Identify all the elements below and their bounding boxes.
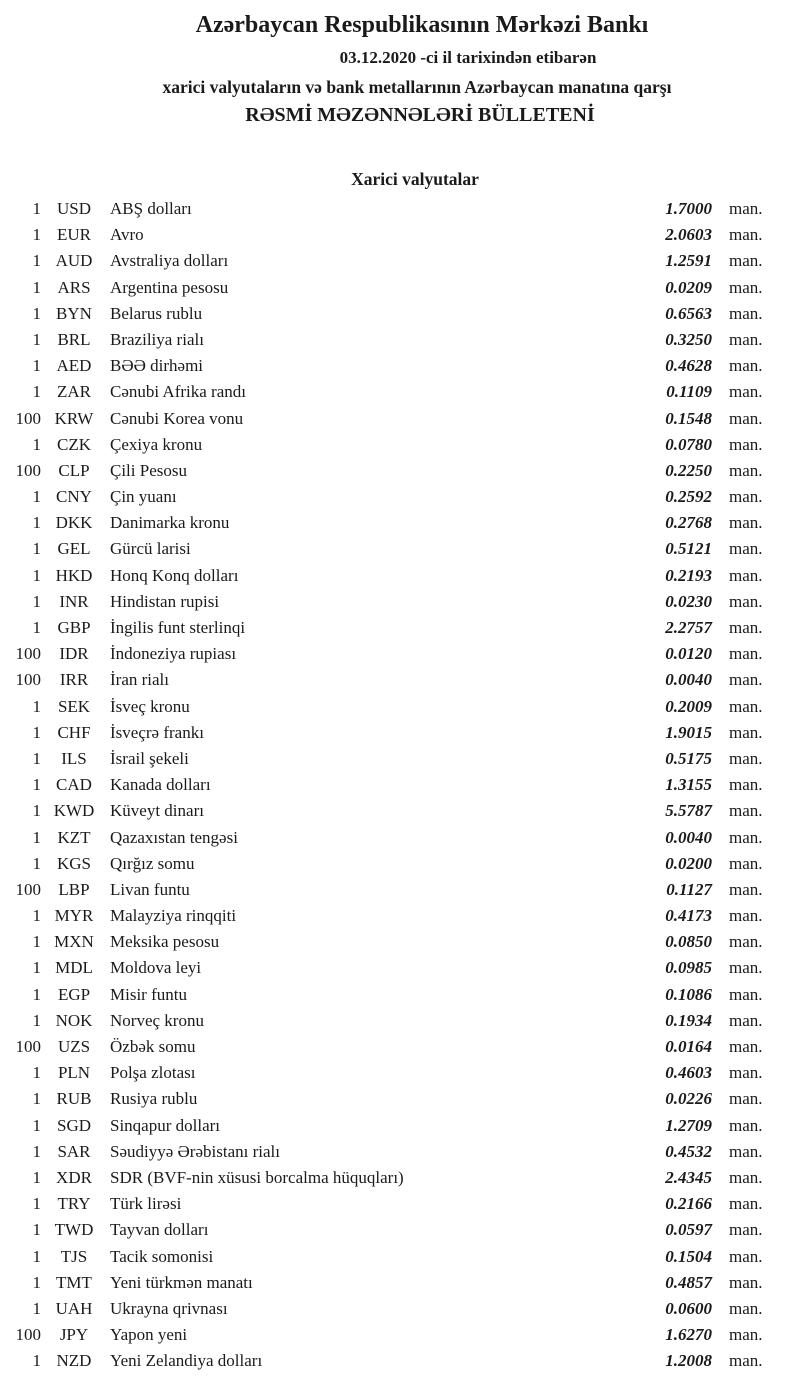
rate-value: 0.1934	[665, 1010, 712, 1030]
rate-value: 2.0603	[665, 225, 712, 245]
unit-label: man.	[729, 932, 763, 952]
unit-label: man.	[729, 277, 763, 297]
unit-label: man.	[729, 225, 763, 245]
currency-name: Çexiya kronu	[110, 434, 203, 454]
page-title: Azərbaycan Respublikasının Mərkəzi Bankı	[195, 12, 649, 38]
rate-value: 0.0850	[665, 932, 712, 952]
rate-value: 0.0597	[665, 1220, 712, 1240]
currency-name: Hindistan rupisi	[110, 591, 220, 611]
rate-value: 1.3155	[665, 775, 712, 795]
quantity-value: 1	[32, 1063, 41, 1083]
unit-label: man.	[729, 408, 763, 428]
table-row	[0, 1191, 800, 1217]
rate-value: 2.2757	[665, 618, 712, 637]
table-row	[0, 798, 800, 824]
table-row	[0, 432, 800, 458]
currency-code: HKD	[55, 565, 93, 585]
currency-code: GEL	[57, 539, 91, 559]
unit-label: man.	[729, 1010, 763, 1030]
quantity-value: 1	[32, 958, 41, 978]
currency-code: TWD	[54, 1220, 94, 1240]
rate-value: 0.2592	[665, 487, 712, 507]
bulletin-title: RƏSMİ MƏZƏNNƏLƏRİ BÜLLETENİ	[245, 104, 595, 126]
currency-code: ARS	[57, 277, 91, 297]
table-row	[0, 955, 800, 981]
currency-code: NOK	[55, 1010, 93, 1030]
table-row	[0, 641, 800, 667]
unit-label: man.	[729, 251, 763, 271]
currency-code: KZT	[57, 827, 91, 847]
table-row	[0, 1139, 800, 1165]
quantity-value: 1	[32, 748, 41, 768]
unit-label: man.	[729, 879, 763, 899]
currency-name: Norveç kronu	[110, 1010, 204, 1030]
currency-code: CNY	[56, 487, 92, 507]
currency-code: KRW	[54, 408, 94, 428]
currency-name: Yapon yeni	[110, 1325, 188, 1345]
rate-value: 0.1548	[665, 408, 712, 428]
rate-value: 0.1109	[666, 382, 712, 402]
rate-value: 0.5121	[665, 539, 712, 559]
currency-name: Meksika pesosu	[110, 932, 220, 952]
table-row	[0, 301, 800, 327]
quantity-value: 100	[15, 460, 41, 480]
table-row	[0, 536, 800, 562]
table-row	[0, 196, 800, 222]
table-row	[0, 406, 800, 432]
rate-value: 1.7000	[665, 199, 712, 218]
quantity-value: 1	[32, 1220, 41, 1240]
currency-code: BRL	[57, 329, 91, 349]
unit-label: man.	[729, 1115, 763, 1135]
rate-value: 0.0164	[665, 1037, 712, 1056]
rate-value: 0.4532	[665, 1141, 712, 1161]
quantity-value: 1	[32, 303, 41, 323]
unit-label: man.	[729, 513, 763, 533]
table-row	[0, 458, 800, 484]
table-row	[0, 275, 800, 301]
currency-code: BYN	[56, 303, 92, 323]
currency-code: CLP	[58, 460, 90, 480]
currency-name: Avro	[110, 225, 144, 245]
currency-name: SDR (BVF-nin xüsusi borcalma hüquqları)	[110, 1167, 404, 1187]
currency-code: SGD	[56, 1115, 91, 1135]
rate-value: 1.2709	[665, 1115, 712, 1135]
quantity-value: 1	[32, 1089, 41, 1109]
table-row	[0, 1244, 800, 1270]
rate-value: 0.0600	[665, 1298, 712, 1318]
unit-label: man.	[729, 460, 763, 480]
unit-label: man.	[729, 618, 763, 637]
currency-code: AED	[56, 356, 92, 376]
currency-code: ILS	[61, 748, 87, 768]
table-row	[0, 772, 800, 798]
table-row	[0, 1008, 800, 1034]
rate-value: 0.1504	[665, 1246, 712, 1266]
table-row	[0, 1296, 800, 1322]
currency-code: TJS	[60, 1246, 88, 1266]
rate-value: 0.4628	[665, 356, 712, 376]
table-row	[0, 851, 800, 877]
currency-name: Küveyt dinarı	[110, 801, 204, 821]
table-row	[0, 563, 800, 589]
table-row	[0, 1113, 800, 1139]
table-row	[0, 589, 800, 615]
currency-name: İsveç kronu	[110, 696, 190, 716]
currency-code: UZS	[57, 1037, 91, 1056]
currency-code: MXN	[54, 932, 94, 952]
currency-code: NZD	[56, 1351, 92, 1371]
rate-value: 1.2008	[665, 1351, 712, 1371]
quantity-value: 1	[32, 356, 41, 376]
currency-name: Gürcü larisi	[110, 539, 191, 559]
quantity-value: 1	[32, 1010, 41, 1030]
currency-code: IRR	[59, 670, 89, 690]
bulletin-page	[0, 10, 800, 1394]
currency-code: CAD	[56, 775, 92, 795]
unit-label: man.	[729, 1063, 763, 1083]
unit-label: man.	[729, 1220, 763, 1240]
quantity-value: 100	[15, 1325, 41, 1345]
currency-name: Malayziya rinqqiti	[110, 906, 237, 926]
table-row	[0, 248, 800, 274]
currency-name: Ukrayna qrivnası	[110, 1298, 228, 1318]
rate-value: 0.2193	[665, 565, 712, 585]
unit-label: man.	[729, 906, 763, 926]
unit-label: man.	[729, 1141, 763, 1161]
rate-value: 0.2009	[665, 696, 712, 716]
quantity-value: 1	[32, 853, 41, 873]
rate-value: 2.4345	[665, 1167, 712, 1187]
table-row	[0, 720, 800, 746]
quantity-value: 100	[15, 408, 41, 428]
currency-name: Tayvan dolları	[110, 1220, 209, 1240]
unit-label: man.	[729, 1272, 763, 1292]
currency-code: CHF	[57, 722, 91, 742]
quantity-value: 1	[32, 775, 41, 795]
quantity-value: 100	[15, 670, 41, 690]
quantity-value: 1	[32, 906, 41, 926]
currency-name: Səudiyyə Ərəbistanı rialı	[110, 1141, 280, 1161]
quantity-value: 1	[32, 722, 41, 742]
currency-code: PLN	[57, 1063, 91, 1083]
currency-name: Honq Konq dolları	[110, 565, 239, 585]
currency-code: GBP	[57, 618, 91, 637]
currency-name: İsveçrə frankı	[110, 722, 204, 742]
currency-code: IDR	[59, 644, 89, 664]
currency-name: Polşa zlotası	[110, 1063, 196, 1083]
rate-value: 0.0985	[665, 958, 712, 978]
quantity-value: 100	[15, 1037, 41, 1056]
currency-code: JPY	[59, 1325, 89, 1345]
quantity-value: 1	[32, 1141, 41, 1161]
unit-label: man.	[729, 1246, 763, 1266]
currency-name: Çili Pesosu	[110, 460, 187, 480]
quantity-value: 1	[32, 1272, 41, 1292]
table-row	[0, 615, 800, 641]
table-row	[0, 327, 800, 353]
unit-label: man.	[729, 1037, 763, 1056]
unit-label: man.	[729, 565, 763, 585]
rate-value: 0.0780	[665, 434, 712, 454]
quantity-value: 1	[32, 984, 41, 1004]
quantity-value: 1	[32, 251, 41, 271]
currency-code: AUD	[55, 251, 93, 271]
unit-label: man.	[729, 487, 763, 507]
quantity-value: 1	[32, 225, 41, 245]
currency-name: Çin yuanı	[110, 487, 177, 507]
quantity-value: 100	[15, 879, 41, 899]
unit-label: man.	[729, 722, 763, 742]
currency-name: Tacik somonisi	[110, 1246, 214, 1266]
table-row	[0, 222, 800, 248]
unit-label: man.	[729, 329, 763, 349]
rate-value: 0.2166	[665, 1194, 712, 1214]
table-row	[0, 1165, 800, 1191]
rate-value: 5.5787	[665, 801, 712, 821]
quantity-value: 1	[32, 1298, 41, 1318]
currency-name: Türk lirəsi	[110, 1194, 182, 1214]
unit-label: man.	[729, 539, 763, 559]
currency-code: INR	[59, 591, 89, 611]
currency-code: DKK	[55, 513, 93, 533]
rate-value: 0.0209	[665, 277, 712, 297]
unit-label: man.	[729, 356, 763, 376]
currency-code: ZAR	[57, 382, 91, 402]
currency-name: Qazaxıstan tengəsi	[110, 827, 238, 847]
quantity-value: 1	[32, 1246, 41, 1266]
currency-name: Yeni Zelandiya dolları	[110, 1351, 263, 1371]
quantity-value: 1	[32, 513, 41, 533]
unit-label: man.	[729, 853, 763, 873]
unit-label: man.	[729, 1298, 763, 1318]
currency-name: Braziliya rialı	[110, 329, 204, 349]
table-row	[0, 1322, 800, 1348]
table-row	[0, 667, 800, 693]
quantity-value: 1	[32, 1351, 41, 1371]
currency-name: Danimarka kronu	[110, 513, 230, 533]
currency-code: SAR	[57, 1141, 91, 1161]
table-row	[0, 353, 800, 379]
quantity-value: 1	[32, 277, 41, 297]
quantity-value: 1	[32, 565, 41, 585]
unit-label: man.	[729, 696, 763, 716]
table-row	[0, 1034, 800, 1060]
table-row	[0, 1217, 800, 1243]
currency-code: MDL	[55, 958, 93, 978]
currency-name: İsrail şekeli	[110, 748, 189, 768]
currency-name: Avstraliya dolları	[110, 251, 229, 271]
unit-label: man.	[729, 1089, 763, 1109]
rate-value: 0.3250	[665, 329, 712, 349]
quantity-value: 100	[15, 644, 41, 664]
rate-value: 1.6270	[665, 1325, 712, 1345]
table-row	[0, 1270, 800, 1296]
subtitle-line: xarici valyutaların və bank metallarının Azərbaycan manatına qarşı	[162, 77, 672, 97]
unit-label: man.	[729, 434, 763, 454]
rate-value: 0.0040	[665, 670, 712, 690]
currency-name: Rusiya rublu	[110, 1089, 198, 1109]
quantity-value: 1	[32, 199, 41, 218]
table-row	[0, 510, 800, 536]
currency-code: KWD	[53, 801, 95, 821]
rate-value: 0.1086	[665, 984, 712, 1004]
currency-name: Özbək somu	[110, 1037, 196, 1056]
rate-value: 0.0040	[665, 827, 712, 847]
table-row	[0, 1086, 800, 1112]
table-row	[0, 1348, 800, 1374]
unit-label: man.	[729, 984, 763, 1004]
currency-name: İndoneziya rupiası	[110, 644, 237, 664]
quantity-value: 1	[32, 932, 41, 952]
unit-label: man.	[729, 1194, 763, 1214]
currency-code: LBP	[58, 879, 90, 899]
rate-value: 0.0230	[665, 591, 712, 611]
currency-code: TMT	[56, 1272, 92, 1292]
quantity-value: 1	[32, 382, 41, 402]
rate-value: 0.0226	[665, 1089, 712, 1109]
quantity-value: 1	[32, 618, 41, 637]
table-row	[0, 694, 800, 720]
rate-value: 0.2768	[665, 513, 712, 533]
rate-value: 0.0200	[665, 853, 712, 873]
table-row	[0, 484, 800, 510]
currency-code: MYR	[54, 906, 94, 926]
currency-code: RUB	[56, 1089, 92, 1109]
quantity-value: 1	[32, 434, 41, 454]
unit-label: man.	[729, 1351, 763, 1371]
rates-table	[0, 196, 800, 1374]
currency-code: KGS	[56, 853, 91, 873]
table-row	[0, 746, 800, 772]
unit-label: man.	[729, 670, 763, 690]
currency-name: Kanada dolları	[110, 775, 211, 795]
unit-label: man.	[729, 775, 763, 795]
table-row	[0, 929, 800, 955]
quantity-value: 1	[32, 329, 41, 349]
quantity-value: 1	[32, 827, 41, 847]
unit-label: man.	[729, 1325, 763, 1345]
table-row	[0, 1060, 800, 1086]
unit-label: man.	[729, 801, 763, 821]
currency-name: İran rialı	[110, 670, 169, 690]
rate-value: 0.4857	[665, 1272, 712, 1292]
quantity-value: 1	[32, 591, 41, 611]
quantity-value: 1	[32, 487, 41, 507]
table-row	[0, 877, 800, 903]
currency-name: Belarus rublu	[110, 303, 203, 323]
table-row	[0, 825, 800, 851]
unit-label: man.	[729, 382, 763, 402]
currency-code: XDR	[56, 1167, 92, 1187]
rate-value: 0.4603	[665, 1063, 712, 1083]
quantity-value: 1	[32, 1115, 41, 1135]
rate-value: 0.5175	[665, 748, 712, 768]
unit-label: man.	[729, 748, 763, 768]
quantity-value: 1	[32, 801, 41, 821]
rate-value: 0.4173	[665, 906, 712, 926]
unit-label: man.	[729, 1167, 763, 1187]
currency-name: Cənubi Afrika randı	[110, 382, 246, 402]
currency-name: Qırğız somu	[110, 853, 195, 873]
table-row	[0, 903, 800, 929]
rate-value: 0.0120	[665, 644, 712, 664]
rate-value: 1.2591	[665, 251, 712, 271]
unit-label: man.	[729, 827, 763, 847]
currency-code: UAH	[55, 1298, 93, 1318]
table-row	[0, 982, 800, 1008]
quantity-value: 1	[32, 1167, 41, 1187]
currency-name: Cənubi Korea vonu	[110, 408, 244, 428]
unit-label: man.	[729, 591, 763, 611]
currency-name: Livan funtu	[110, 879, 190, 899]
currency-name: Sinqapur dolları	[110, 1115, 221, 1135]
table-row	[0, 379, 800, 405]
section-title-foreign-currencies: Xarici valyutalar	[351, 169, 479, 189]
currency-code: SEK	[57, 696, 91, 716]
currency-name: Misir funtu	[110, 984, 187, 1004]
currency-code: TRY	[57, 1194, 91, 1214]
rate-value: 1.9015	[665, 722, 712, 742]
rate-value: 0.1127	[666, 879, 712, 899]
currency-name: Yeni türkmən manatı	[110, 1272, 253, 1292]
currency-code: EUR	[57, 225, 91, 245]
currency-name: ABŞ dolları	[110, 199, 192, 218]
currency-code: CZK	[57, 434, 91, 454]
effective-date-line: 03.12.2020 -ci il tarixindən etibarən	[339, 48, 597, 67]
unit-label: man.	[729, 303, 763, 323]
currency-name: BƏƏ dirhəmi	[110, 356, 204, 376]
unit-label: man.	[729, 199, 763, 218]
quantity-value: 1	[32, 539, 41, 559]
currency-name: Argentina pesosu	[110, 277, 229, 297]
rate-value: 0.2250	[665, 460, 712, 480]
rate-value: 0.6563	[665, 303, 712, 323]
currency-code: EGP	[57, 984, 91, 1004]
currency-code: USD	[56, 199, 91, 218]
quantity-value: 1	[32, 1194, 41, 1214]
currency-name: Moldova leyi	[110, 958, 202, 978]
unit-label: man.	[729, 958, 763, 978]
currency-name: İngilis funt sterlinqi	[110, 618, 246, 637]
quantity-value: 1	[32, 696, 41, 716]
unit-label: man.	[729, 644, 763, 664]
